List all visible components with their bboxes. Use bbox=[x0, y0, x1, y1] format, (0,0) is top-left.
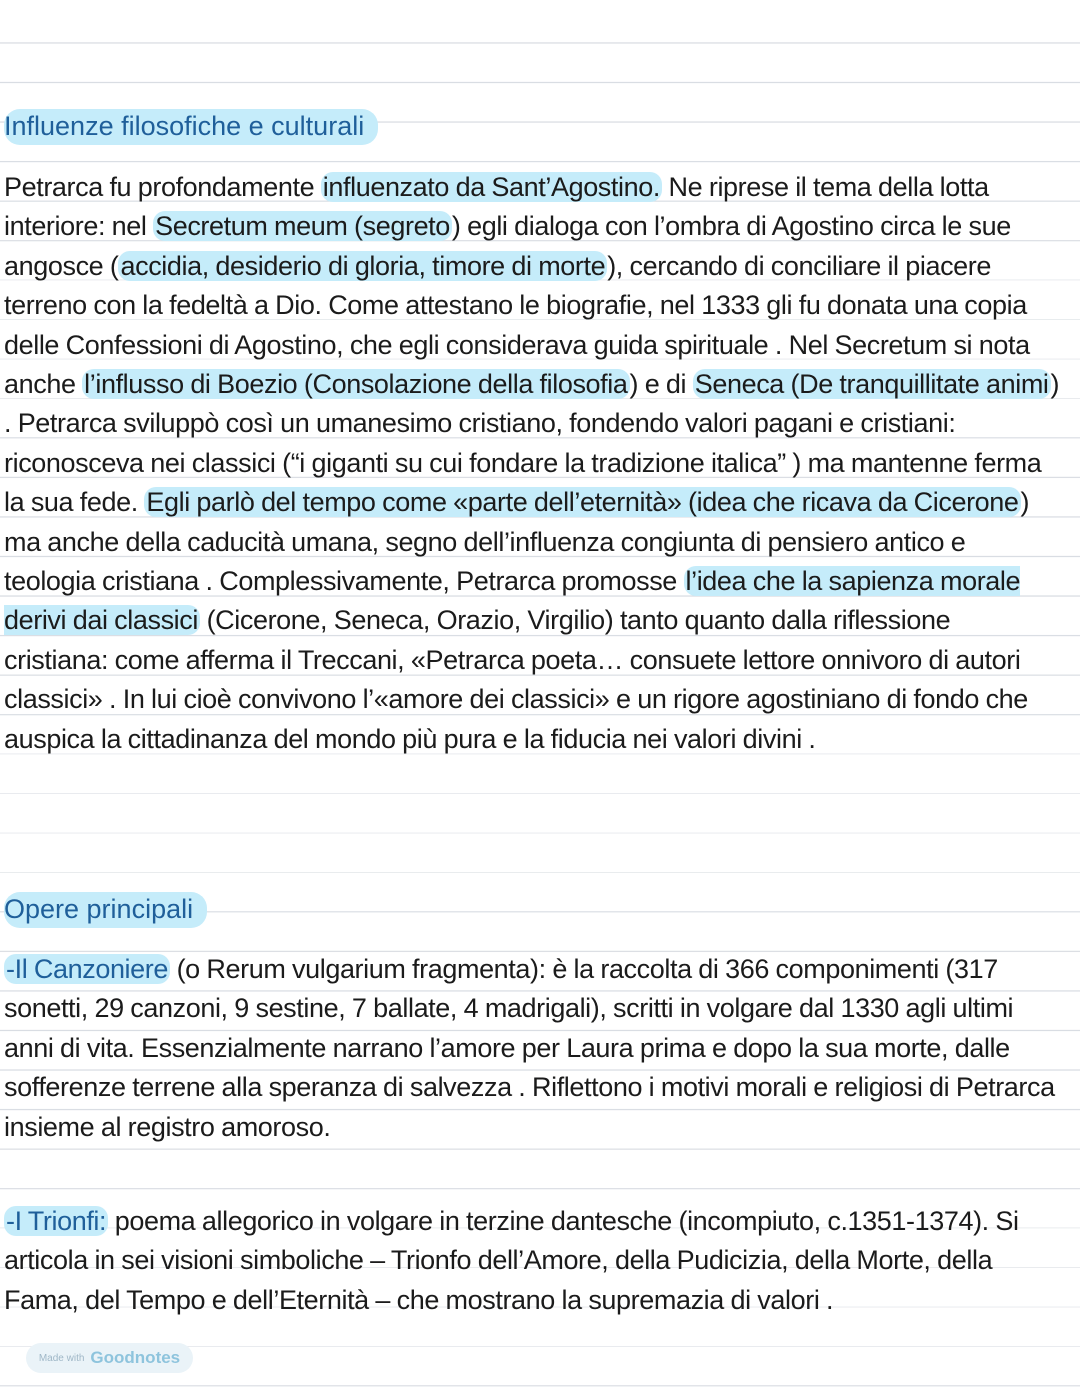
text-run: ) . Petrarca sviluppò così un umanesimo cristiano, fondendo valori pagani e cristiani: riconosceva nei classici (“i giganti su cui fondare la tradizione italica” ) ma mantenne ferma la sua fede. bbox=[4, 369, 1060, 518]
text-run: ) e di bbox=[629, 369, 693, 400]
text-run: ) ma anche della caducità umana, segno dell’influenza congiunta di pensiero antico e teologia cristiana . Complessivamente, Petrarca promosse bbox=[4, 487, 1030, 597]
highlighted-text: accidia, desiderio di gloria, timore di morte bbox=[120, 250, 606, 281]
highlighted-text: l’influsso di Boezio (Consolazione della filosofia bbox=[84, 369, 628, 400]
text-run: Petrarca fu profondamente bbox=[4, 172, 321, 202]
text-run: ) egli dialoga con l’ombra di Agostino circa le sue angosce ( bbox=[4, 211, 1011, 281]
heading-highlight: Opere principali bbox=[4, 892, 207, 928]
goodnotes-watermark bbox=[26, 1343, 193, 1373]
text-run: poema allegorico in volgare in terzine dantesche (incompiuto, c.1351-1374). Si articola in sei visioni simboliche – Trionfo dell’Amore, della Pudicizia, della Morte, della Fama, del Tempo e dell’Eternità – che mostrano la supremazia di valori . bbox=[4, 1206, 1019, 1315]
highlighted-text: -Il Canzoniere bbox=[6, 954, 168, 984]
opera-item-trionfi bbox=[4, 1202, 1060, 1320]
highlighted-text: l’idea che la sapienza morale derivi dai classici bbox=[4, 566, 1021, 636]
influenze-paragraph bbox=[4, 168, 1060, 759]
highlighted-text: -I Trionfi: bbox=[6, 1206, 107, 1236]
text-run: ), cercando di conciliare il piacere terreno con la fedeltà a Dio. Come attestano le biografie, nel 1333 gli fu donata una copia delle Confessioni di Agostino, che egli considerava guida spirituale . Nel Secretum si nota anche bbox=[4, 250, 1030, 400]
section-heading-influenze bbox=[4, 111, 378, 141]
highlighted-text: influenzato da Sant’Agostino. bbox=[322, 172, 660, 202]
text-run: Ne riprese il tema della lotta interiore: nel bbox=[4, 172, 989, 242]
highlighted-text: Egli parlò del tempo come «parte dell’eternità» (idea che ricava da Cicerone bbox=[146, 487, 1019, 518]
highlighted-text: Secretum meum (segreto bbox=[155, 211, 450, 242]
text-run: (Cicerone, Seneca, Orazio, Virgilio) tanto quanto dalla riflessione cristiana: come afferma il Treccani, «Petrarca poeta… consuete lettore onnivoro di autori classici» . In lui cioè convivono l’«amore dei classici» e un rigore agostiniano di fondo che auspica la cittadinanza del mondo più pura e la fiducia nei valori divini . bbox=[4, 605, 1028, 754]
watermark-brand: Goodnotes bbox=[90, 1348, 181, 1367]
opera-item-canzoniere bbox=[4, 950, 1060, 1147]
highlighted-text: Seneca (De tranquillitate animi bbox=[694, 369, 1049, 400]
watermark-prefix: Made with bbox=[38, 1352, 85, 1364]
heading-highlight: Influenze filosofiche e culturali bbox=[4, 109, 378, 145]
section-heading-opere bbox=[4, 894, 207, 924]
text-run: (o Rerum vulgarium fragmenta): è la raccolta di 366 componimenti (317 sonetti, 29 canzoni, 9 sestine, 7 ballate, 4 madrigali), scritti in volgare dal 1330 agli ultimi anni di vita. Essenzialmente narrano l’amore per Laura prima e dopo la sua morte, dalle sofferenze terrene alla speranza di salvezza . Riflettono i motivi morali e religiosi di Petrarca insieme al registro amoroso. bbox=[4, 954, 1055, 1142]
